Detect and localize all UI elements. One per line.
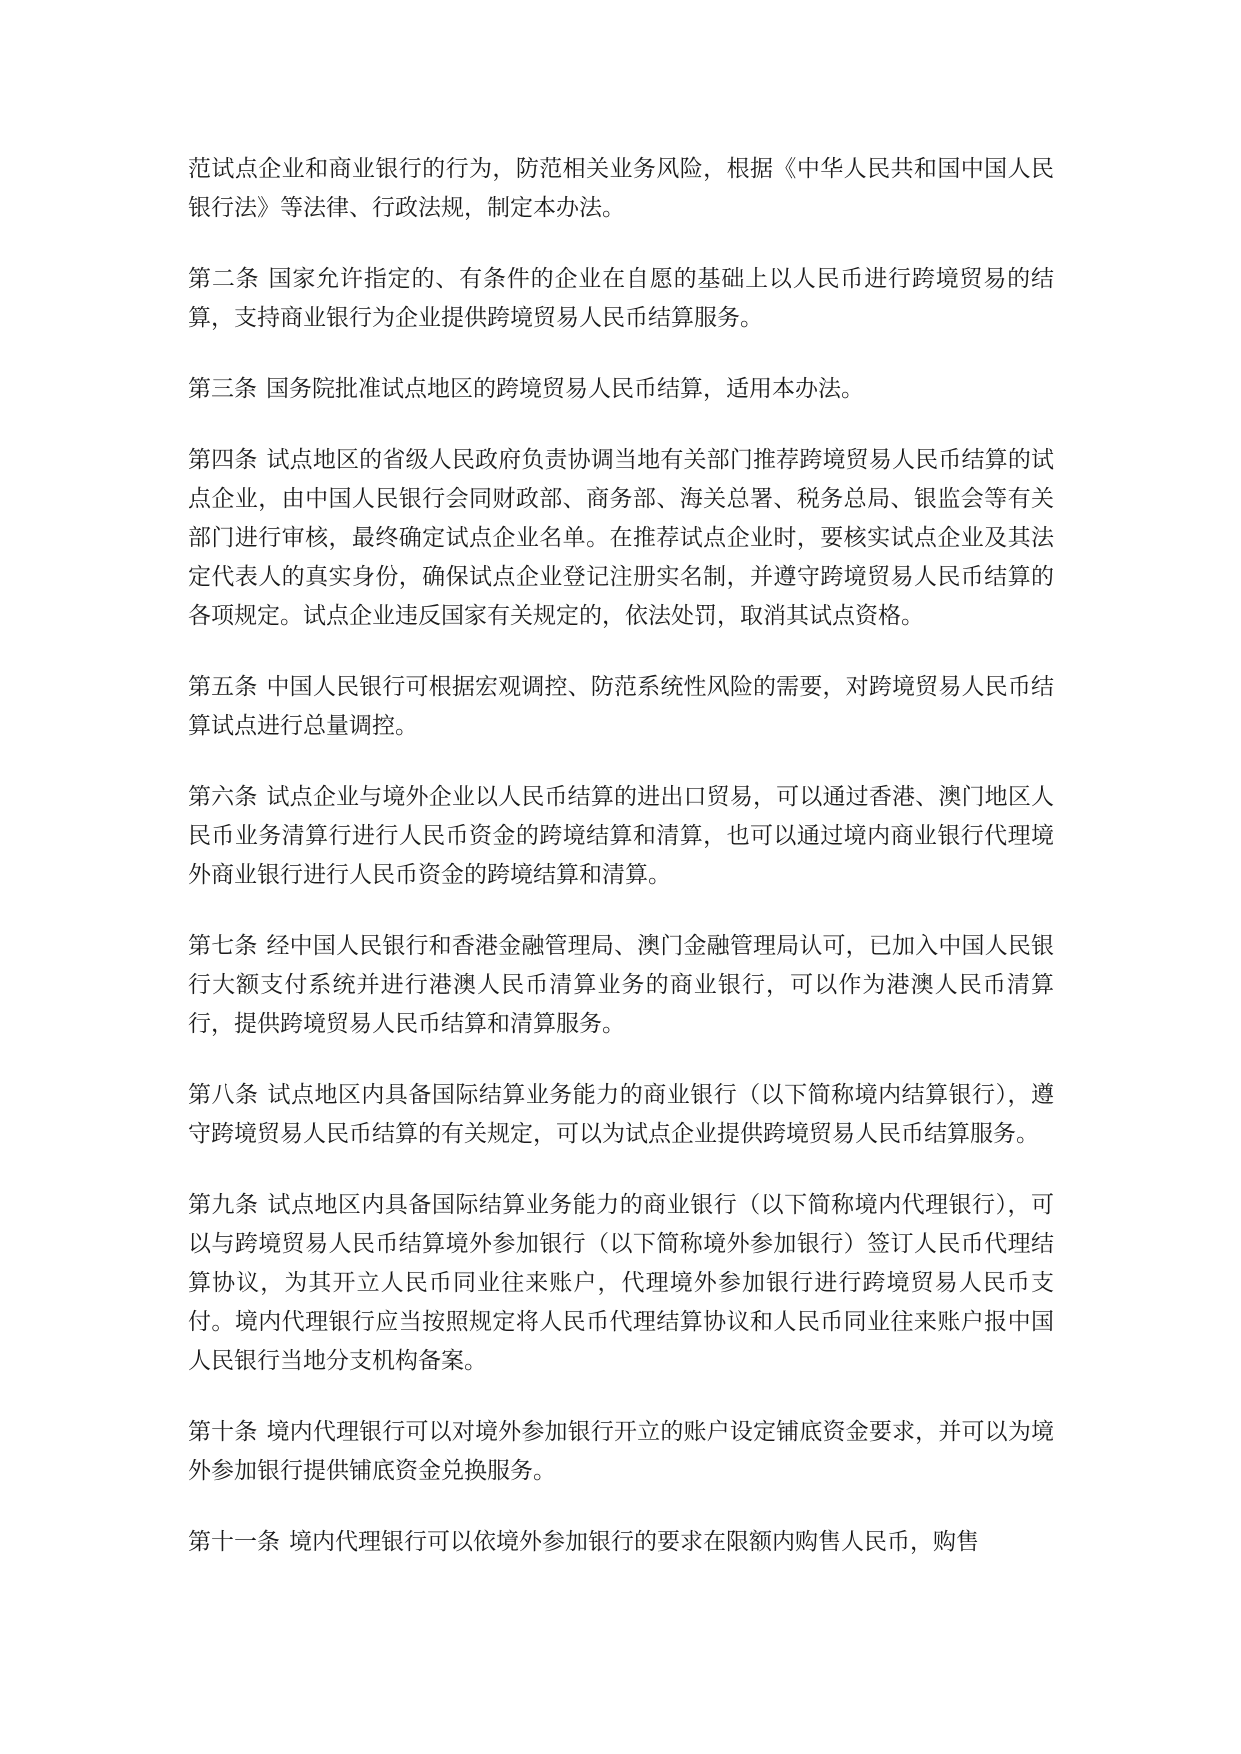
article-number: 第七条 xyxy=(188,933,258,959)
article-number: 第四条 xyxy=(188,447,258,473)
article-number: 第十一条 xyxy=(188,1529,280,1555)
article-number: 第三条 xyxy=(188,376,257,402)
paragraph-article-10 xyxy=(188,1413,1054,1491)
paragraph-text: 试点企业与境外企业以人民币结算的进出口贸易，可以通过香港、澳门地区人民币业务清算行进行人民币资金的跨境结算和清算，也可以通过境内商业银行代理境外商业银行进行人民币资金的跨境结算和清算。 xyxy=(188,784,1054,888)
article-number: 第六条 xyxy=(188,784,258,810)
article-number: 第二条 xyxy=(188,266,260,292)
article-number: 第九条 xyxy=(188,1192,259,1218)
paragraph-article-7 xyxy=(188,927,1054,1044)
paragraph-article-5 xyxy=(188,668,1054,746)
paragraph-article-9 xyxy=(188,1186,1054,1381)
paragraph-text: 境内代理银行可以依境外参加银行的要求在限额内购售人民币，购售 xyxy=(289,1529,979,1555)
paragraph-text: 试点地区的省级人民政府负责协调当地有关部门推荐跨境贸易人民币结算的试点企业，由中国人民银行会同财政部、商务部、海关总署、税务总局、银监会等有关部门进行审核，最终确定试点企业名单。在推荐试点企业时，要核实试点企业及其法定代表人的真实身份，确保试点企业登记注册实名制，并遵守跨境贸易人民币结算的各项规定。试点企业违反国家有关规定的，依法处罚，取消其试点资格。 xyxy=(188,447,1054,629)
paragraph-text: 境内代理银行可以对境外参加银行开立的账户设定铺底资金要求，并可以为境外参加银行提供铺底资金兑换服务。 xyxy=(188,1419,1054,1484)
paragraph-article-6 xyxy=(188,778,1054,895)
document-page xyxy=(188,150,1054,1594)
paragraph-article-11 xyxy=(188,1523,1054,1562)
paragraph-text: 试点地区内具备国际结算业务能力的商业银行（以下简称境内代理银行），可以与跨境贸易人民币结算境外参加银行（以下简称境外参加银行）签订人民币代理结算协议，为其开立人民币同业往来账户，代理境外参加银行进行跨境贸易人民币支付。境内代理银行应当按照规定将人民币代理结算协议和人民币同业往来账户报中国人民银行当地分支机构备案。 xyxy=(188,1192,1055,1374)
paragraph-article-1-continued xyxy=(188,150,1054,228)
paragraph-text: 中国人民银行可根据宏观调控、防范系统性风险的需要，对跨境贸易人民币结算试点进行总量调控。 xyxy=(188,674,1054,739)
article-number: 第十条 xyxy=(188,1419,258,1445)
paragraph-article-4 xyxy=(188,441,1054,636)
article-number: 第八条 xyxy=(188,1082,259,1108)
paragraph-text: 范试点企业和商业银行的行为，防范相关业务风险，根据《中华人民共和国中国人民银行法》等法律、行政法规，制定本办法。 xyxy=(188,156,1054,221)
paragraph-article-8 xyxy=(188,1076,1054,1154)
paragraph-text: 经中国人民银行和香港金融管理局、澳门金融管理局认可，已加入中国人民银行大额支付系统并进行港澳人民币清算业务的商业银行，可以作为港澳人民币清算行，提供跨境贸易人民币结算和清算服务。 xyxy=(188,933,1054,1037)
paragraph-text: 国家允许指定的、有条件的企业在自愿的基础上以人民币进行跨境贸易的结算，支持商业银行为企业提供跨境贸易人民币结算服务。 xyxy=(188,266,1055,331)
article-number: 第五条 xyxy=(188,674,258,700)
paragraph-article-3 xyxy=(188,370,1054,409)
paragraph-text: 试点地区内具备国际结算业务能力的商业银行（以下简称境内结算银行），遵守跨境贸易人民币结算的有关规定，可以为试点企业提供跨境贸易人民币结算服务。 xyxy=(188,1082,1055,1147)
paragraph-article-2 xyxy=(188,260,1054,338)
paragraph-text: 国务院批准试点地区的跨境贸易人民币结算，适用本办法。 xyxy=(266,376,864,402)
